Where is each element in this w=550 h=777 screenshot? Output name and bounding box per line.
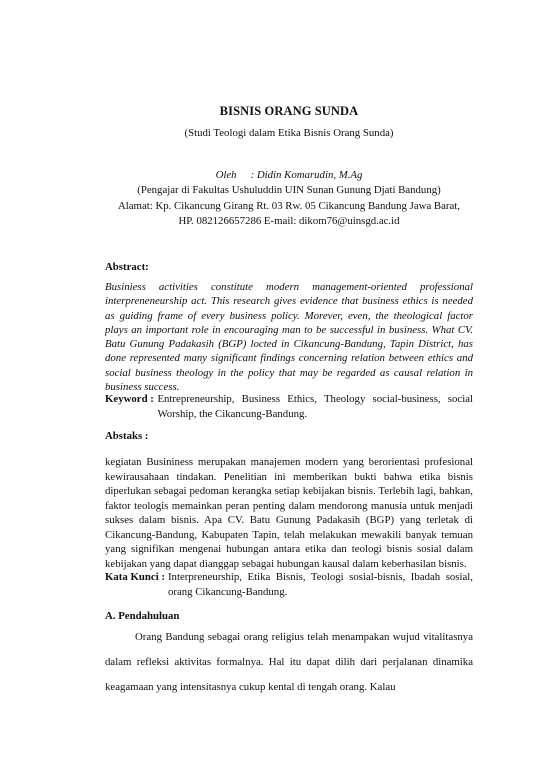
- author-contact: HP. 082126657286 E-mail: dikom76@uinsgd.ac.id: [178, 214, 400, 227]
- abstaks-body: kegiatan Busininess merupakan manajemen modern yang berorientasi profesional kewirausahaan tindakan. Penelitian ini memberikan bukti bahwa etika bisnis diperlukan sebagai pedoman kerangka setiap kebijakan bisnis. Terlebih lagi, bahkan, faktor teologis memainkan peran penting dalam mendorong manusia untuk menjadi sukses dalam bisnis. Apa CV. Batu Gunung Padakasih (BGP) yang terletak di Cikancung-Bandung, Kabupaten Tapin, telah melakukan mewakili banyak temuan yang signifikan mengenai hubungan antara etika dan teologi bisnis sosial dalam kebijakan yang dapat dianggap sebagai hubungan kausal dalam keberhasilan bisnis.: [105, 456, 473, 570]
- keyword-text: Entrepreneurship, Business Ethics, Theology social-business, social Worship, the Cikancung-Bandung.: [157, 393, 473, 420]
- author-block: [105, 168, 473, 229]
- kata-kunci-text: Interpreneurship, Etika Bisnis, Teologi sosial-bisnis, Ibadah sosial, orang Cikancung-Bandung.: [167, 571, 473, 598]
- pendahuluan-heading: A. Pendahuluan: [105, 610, 180, 622]
- author-oleh-label: Oleh: [215, 169, 237, 181]
- author-address: Alamat: Kp. Cikancung Girang Rt. 03 Rw. 05 Cikancung Bandung Jawa Barat,: [117, 199, 461, 212]
- pendahuluan-body: Orang Bandung sebagai orang religius telah menampakan wujud vitalitasnya dalam refleksi aktivitas formalnya. Hal itu dapat dilih dari perjalanan dinamika keagamaan yang intensitasnya cukup kental di tengah orang. Kalau: [105, 631, 473, 693]
- author-line: [105, 168, 473, 183]
- keyword-block: [105, 392, 473, 422]
- author-name: : Didin Komarudin, M.Ag: [250, 169, 363, 181]
- author-affiliation: (Pengajar di Fakultas Ushuluddin UIN Sunan Gunung Djati Bandung): [137, 184, 441, 197]
- abstract-body: Businiess activities constitute modern management-oriented professional interpreneneurship act. This research gives evidence that business ethics is needed as guiding frame of every business policy. Morever, even, the theological factor plays an important role in encouraging man to be successful in business. What CV. Batu Gunung Padakasih (BGP) locted in Cikancung-Bandung, Tapin District, has done represented many significant findings concerning relation between ethics and social business theology in the policy that may be regarded as causal relation in business success.: [105, 281, 473, 394]
- abstaks-heading: Abstaks :: [105, 430, 149, 442]
- paper-title: BISNIS ORANG SUNDA: [219, 104, 359, 118]
- keyword-label: Keyword :: [105, 393, 154, 405]
- kata-kunci-label: Kata Kunci :: [105, 571, 165, 583]
- abstract-heading: Abstract:: [105, 261, 149, 273]
- kata-kunci-block: [105, 570, 473, 600]
- paper-subtitle: (Studi Teologi dalam Etika Bisnis Orang Sunda): [184, 127, 394, 139]
